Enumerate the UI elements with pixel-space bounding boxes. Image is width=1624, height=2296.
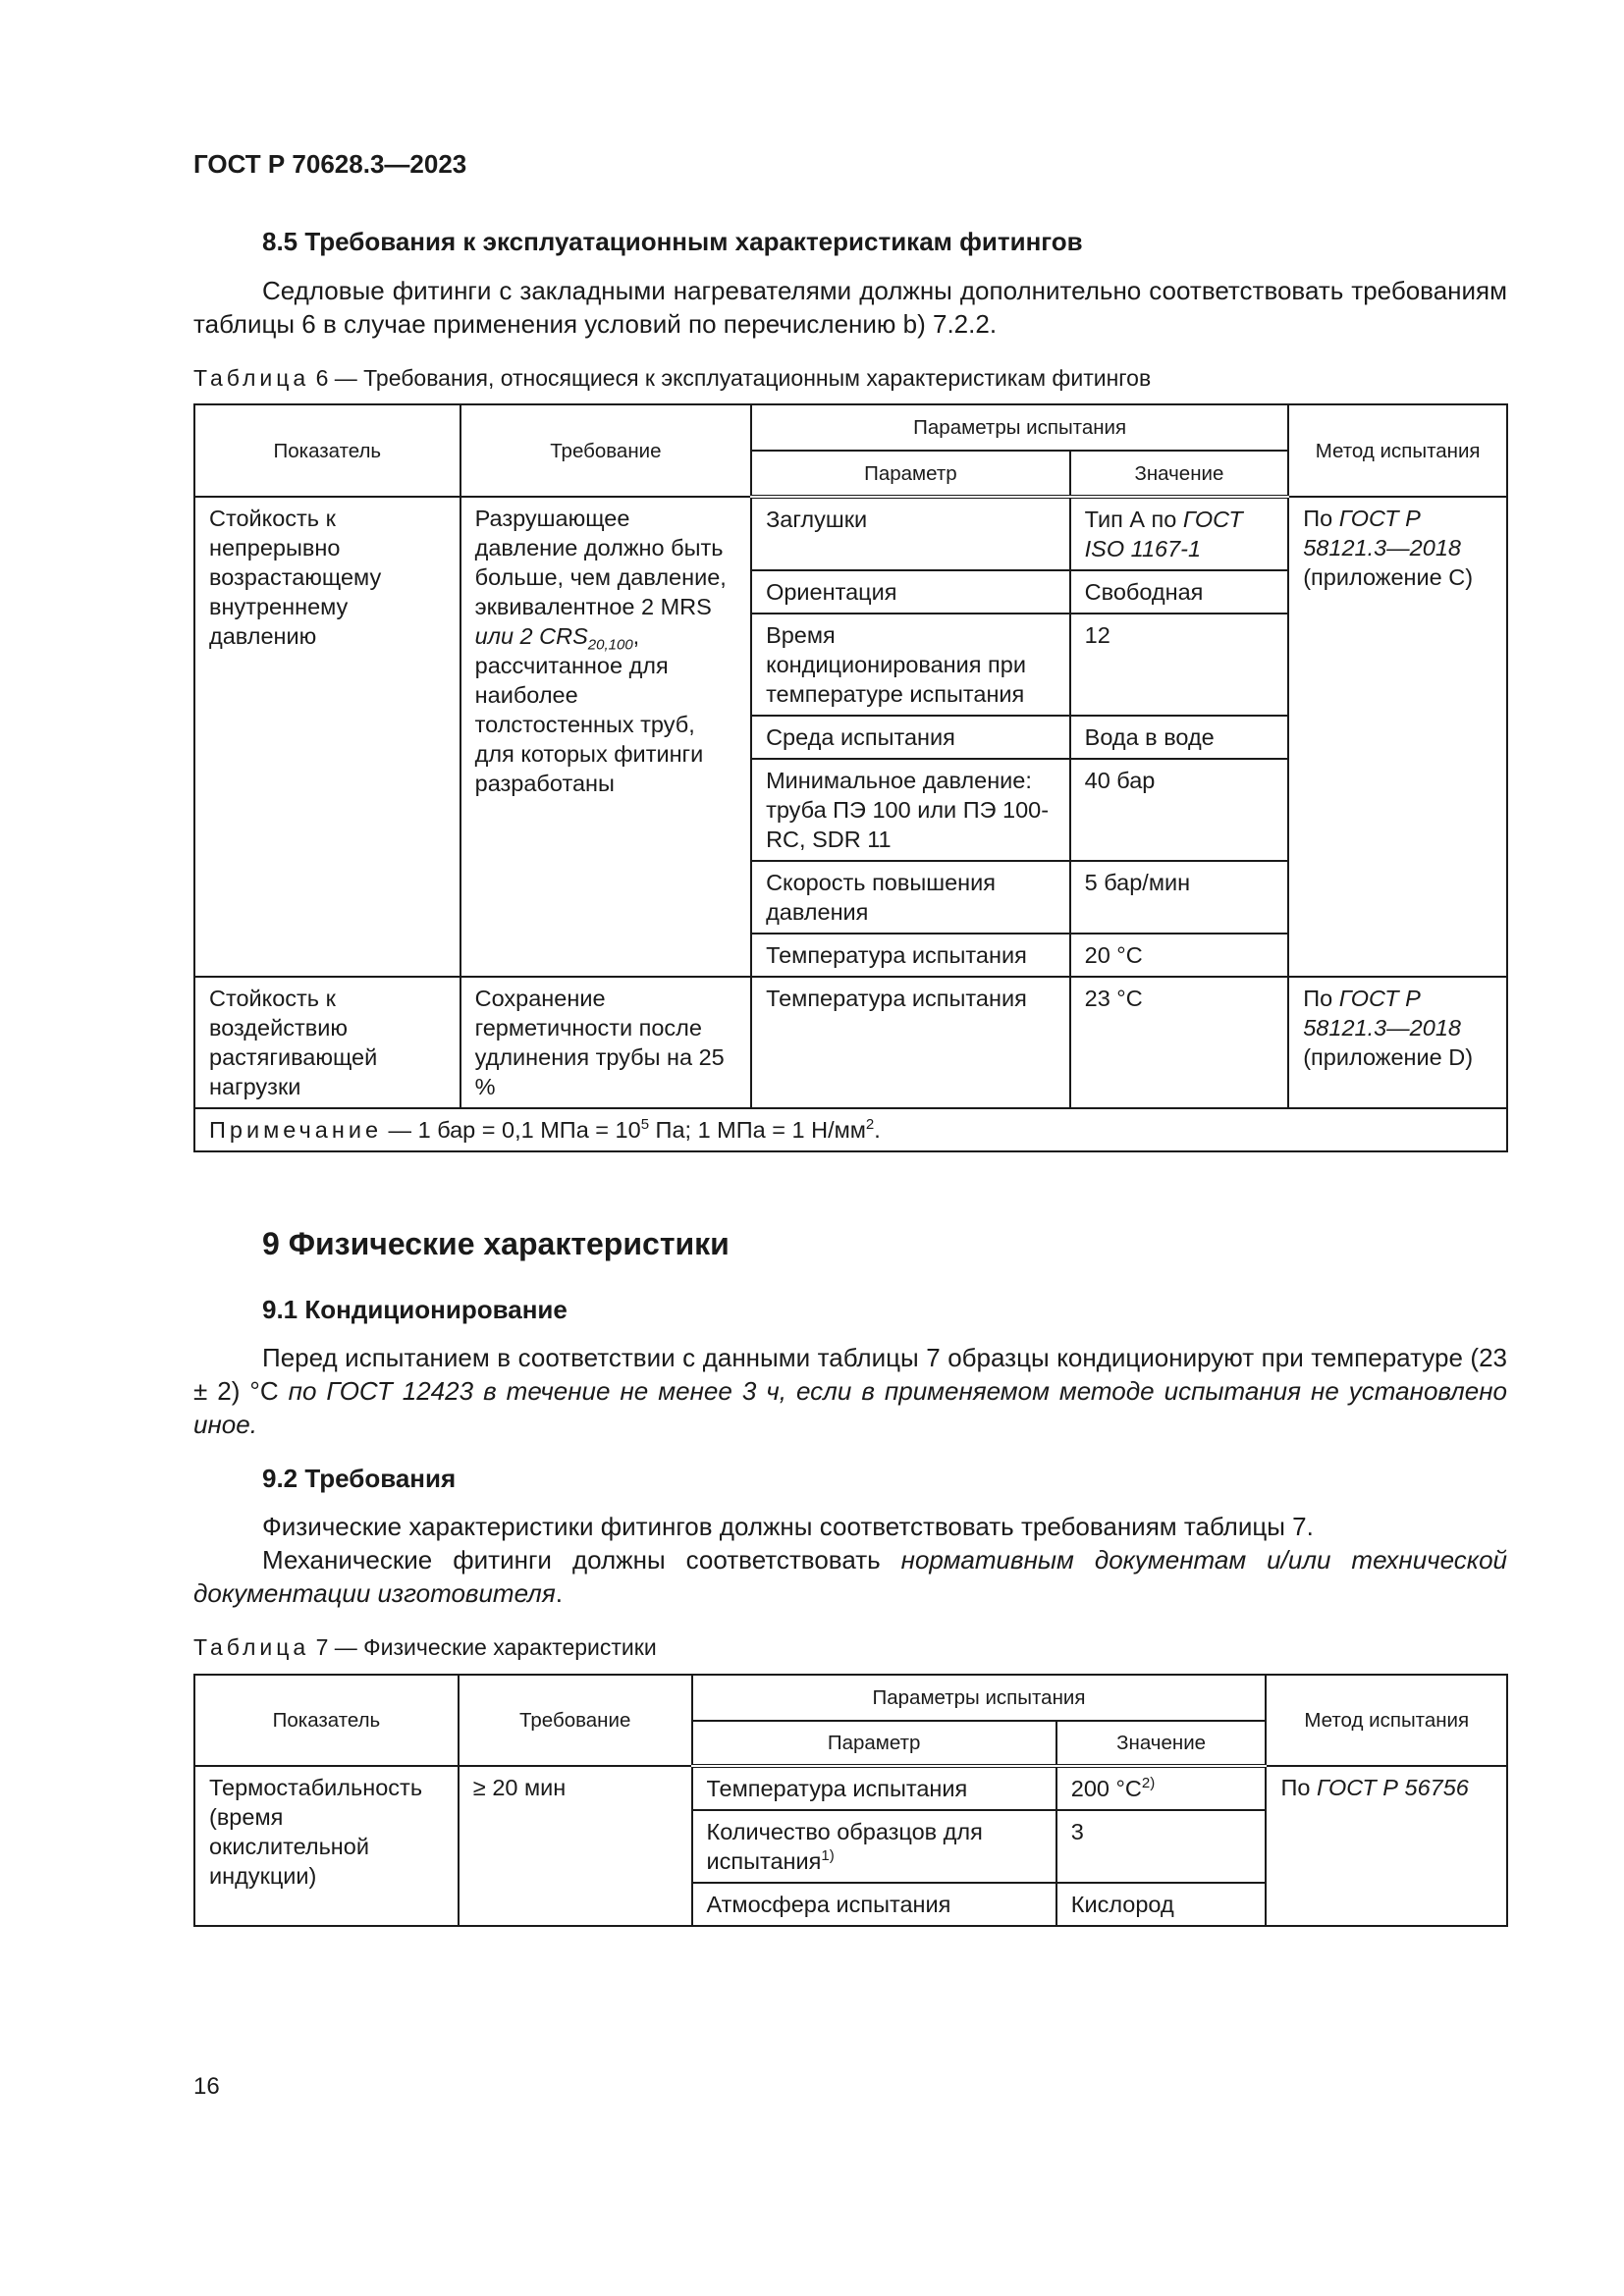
table-7-header-method: Метод испытания xyxy=(1266,1675,1507,1766)
table-7-r1-value: 200 $^\circ С^{2)}$ xyxy=(1056,1766,1267,1810)
table-7-r2-value: 3 xyxy=(1056,1810,1267,1883)
table-7-header-params: Параметры испытания xyxy=(692,1675,1267,1721)
section-9-2-paragraph-2: Механические фитинги должны соответствовать нормативным документам и/или технической документации изготовителя. xyxy=(193,1545,1507,1608)
table-row xyxy=(194,497,1507,570)
table-7-header-value: Значение xyxy=(1056,1721,1267,1766)
table-6-g2-param: Температура испытания xyxy=(751,977,1070,1108)
table-row xyxy=(194,1766,1507,1810)
table-6-g2-method: По ГОСТ Р 58121.3—2018 (приложение D) xyxy=(1288,977,1507,1108)
table-6-g2-requirement: Сохранение герметичности после удлинения трубы на 25 % xyxy=(460,977,751,1108)
table-6 xyxy=(193,403,1508,1152)
table-6-header-value: Значение xyxy=(1070,451,1289,497)
table-6-r5-value: 40 бар xyxy=(1070,759,1289,861)
section-9-1-heading: 9.1 Кондиционирование xyxy=(262,1295,568,1324)
table-6-r3-param: Время кондиционирования при температуре испытания xyxy=(751,614,1070,716)
table-6-r3-value: 12 xyxy=(1070,614,1289,716)
table-6-r6-param: Скорость повышения давления xyxy=(751,861,1070,934)
section-9-2-paragraph-1: Физические характеристики фитингов должны соответствовать требованиям таблицы 7. xyxy=(262,1512,1314,1541)
document-id: ГОСТ Р 70628.3—2023 xyxy=(193,149,467,179)
section-9-1-paragraph: Перед испытанием в соответствии с данными таблицы 7 образцы кондиционируют при температуре (23 ± 2) °С по ГОСТ 12423 в течение не менее 3 ч, если в применяемом методе испытания не установлено иное. xyxy=(193,1343,1507,1439)
section-9-2-heading: 9.2 Требования xyxy=(262,1464,457,1493)
table-6-header-method: Метод испытания xyxy=(1288,404,1507,497)
table-6-g1-method: По ГОСТ Р 58121.3—2018 (приложение С) xyxy=(1288,497,1507,977)
table-6-g1-requirement: Разрушающее давление должно быть больше, чем давление, эквивалентное 2 MRS или 2 $CRS_{20,100}$, рассчитанное для наиболее толстостенных труб, для которых фитинги разработаны xyxy=(460,497,751,977)
table-6-r5-param: Минимальное давление: труба ПЭ 100 или ПЭ 100-RC, SDR 11 xyxy=(751,759,1070,861)
table-7-header-indicator: Показатель xyxy=(194,1675,459,1766)
table-7-indicator: Термостабильность (время окислительной индукции) xyxy=(194,1766,459,1926)
table-6-r7-value: 20 °С xyxy=(1070,934,1289,977)
table-6-header-requirement: Требование xyxy=(460,404,751,497)
table-6-r1-param: Заглушки xyxy=(751,497,1070,570)
table-7-method: По ГОСТ Р 56756 xyxy=(1266,1766,1507,1926)
table-6-header-indicator: Показатель xyxy=(194,404,460,497)
table-6-r4-param: Среда испытания xyxy=(751,716,1070,759)
section-8-5-paragraph: Седловые фитинги с закладными нагревателями должны дополнительно соответствовать требованиям таблицы 6 в случае применения условий по перечислению b) 7.2.2. xyxy=(193,276,1507,339)
table-7-r1-param: Температура испытания xyxy=(692,1766,1056,1810)
table-6-r2-param: Ориентация xyxy=(751,570,1070,614)
section-9-heading: 9 Физические характеристики xyxy=(262,1226,730,1261)
table-6-r2-value: Свободная xyxy=(1070,570,1289,614)
table-6-note: Примечание — 1 бар = 0,1 МПа = $10^5$ Па; 1 МПа = 1 $Н/мм^2$. xyxy=(194,1108,1507,1151)
table-7-caption: Таблица 7 — Физические характеристики xyxy=(193,1634,657,1660)
table-6-note-row xyxy=(194,1108,1507,1151)
section-8-5-heading: 8.5 Требования к эксплуатационным характеристикам фитингов xyxy=(262,227,1083,256)
table-7-r3-param: Атмосфера испытания xyxy=(692,1883,1056,1926)
table-6-g2-value: 23 °С xyxy=(1070,977,1289,1108)
table-6-header-params: Параметры испытания xyxy=(751,404,1288,451)
table-6-caption: Таблица 6 — Требования, относящиеся к эксплуатационным характеристикам фитингов xyxy=(193,365,1152,391)
table-6-r1-value: Тип А по ГОСТ ISO 1167-1 xyxy=(1070,497,1289,570)
table-7-r2-param: Количество образцов для испытания$^{1)}$ xyxy=(692,1810,1056,1883)
page-number: 16 xyxy=(193,2073,220,2100)
table-row xyxy=(194,977,1507,1108)
table-6-r4-value: Вода в воде xyxy=(1070,716,1289,759)
table-7-header-requirement: Требование xyxy=(459,1675,692,1766)
table-7-r3-value: Кислород xyxy=(1056,1883,1267,1926)
table-6-r6-value: 5 бар/мин xyxy=(1070,861,1289,934)
table-6-r7-param: Температура испытания xyxy=(751,934,1070,977)
table-6-header-param: Параметр xyxy=(751,451,1070,497)
table-7-requirement: ≥ 20 мин xyxy=(459,1766,692,1926)
table-6-g2-indicator: Стойкость к воздействию растягивающей нагрузки xyxy=(194,977,460,1108)
table-6-g1-indicator: Стойкость к непрерывно возрастающему внутреннему давлению xyxy=(194,497,460,977)
table-7 xyxy=(193,1674,1508,1927)
table-7-header-param: Параметр xyxy=(692,1721,1056,1766)
